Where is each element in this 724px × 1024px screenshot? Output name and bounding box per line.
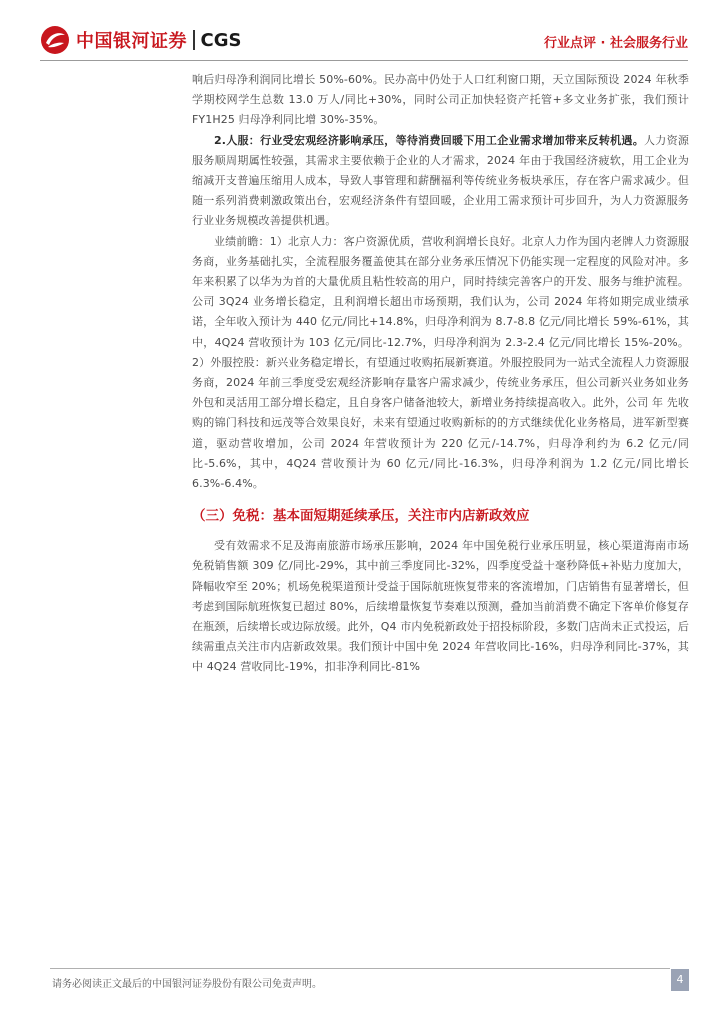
- logo-divider: [193, 30, 195, 50]
- report-body: [192, 70, 689, 678]
- footer-disclaimer: 请务必阅读正文最后的中国银河证券股份有限公司免责声明。: [52, 979, 322, 990]
- logo-english-text: CGS: [200, 29, 242, 51]
- company-logo: [40, 24, 241, 56]
- paragraph-hr-services: [192, 131, 689, 232]
- paragraph-education-tail: 响后归母净利润同比增长 50%-60%。民办高中仍处于人口红利窗口期，天立国际预设 2024 年秋季学期校网学生总数 13.0 万人/同比+30%，同时公司正加快轻资产托管+多文业务扩张，我们预计 FY1H25 归母净利同比增 30%-35%。: [192, 73, 689, 127]
- footer-divider: [50, 968, 670, 969]
- page-number: 4: [671, 969, 689, 991]
- logo-chinese-text: 中国银河证券: [76, 31, 187, 52]
- header-divider: [40, 60, 688, 61]
- report-category: 行业点评 · 社会服务行业: [544, 36, 688, 51]
- paragraph-duty-free: 受有效需求不足及海南旅游市场承压影响，2024 年中国免税行业承压明显，核心渠道海南市场免税销售额 309 亿/同比-29%，其中前三季度同比-32%，四季度受益十毫秒降低+补贴力度加大，降幅收窄至 20%；机场免税渠道预计受益于国际航班恢复带来的客流增加，门店销售有显著增长，但考虑到国际航班恢复已超过 80%，后续增量恢复节奏难以预测，叠加当前消费不确定下客单价修复存在瓶颈，后续增长或边际放缓。此外，Q4 市内免税新政处于招投标阶段，多数门店尚未正式投运，后续需重点关注市内店新政效果。我们预计中国中免 2024 年营收同比-16%，归母净利同比-37%，其中 4Q24 营收同比-19%，扣非净利同比-81%: [192, 539, 689, 674]
- galaxy-logo-icon: [40, 25, 70, 55]
- paragraph-hr-forecast: 业绩前瞻：1）北京人力：客户资源优质，营收利润增长良好。北京人力作为国内老牌人力资源服务商，业务基础扎实，全流程服务覆盖使其在部分业务承压情况下仍能实现一定程度的风险对冲。多年来积累了以华为为首的大量优质且粘性较高的用户，同时持续完善客户的开发、服务与维护流程。公司 3Q24 业务增长稳定，且利润增长超出市场预期，我们认为，公司 2024 年将如期完成业绩承诺，全年收入预计为 440 亿元/同比+14.8%，归母净利润为 8.7-8.8 亿元/同比增长 59%-61%，其中，4Q24 营收预计为 103 亿元/同比-12.7%，归母净利润为 2.3-2.4 亿元/同比增长 15%-20%。2）外服控股：新兴业务稳定增长，有望通过收购拓展新赛道。外服控股同为一站式全流程人力资源服务商，2024 年前三季度受宏观经济影响存量客户需求减少，传统业务承压，但公司新兴业务如业务外包和灵活用工部分增长稳定，且自身客户储备池较大，新增业务持续提高收入。此外，公司 年 先收购的锦门科技和远茂等合效果良好，未来有望通过收购新标的的方式继续优化业务格局，进军新型赛道，驱动营收增加，公司 2024 年营收预计为 220 亿元/-14.7%，归母净利约为 6.2 亿元/同比-5.6%，其中，4Q24 营收预计为 60 亿元/同比-16.3%，归母净利润为 1.2 亿元/同比增长 6.3%-6.4%。: [192, 234, 689, 491]
- hr-services-heading: 2.人服：行业受宏观经济影响承压，等待消费回暖下用工企业需求增加带来反转机遇。: [214, 133, 645, 147]
- section-title-duty-free: （三）免税：基本面短期延续承压，关注市内店新政效应: [192, 508, 530, 525]
- page-header: [40, 22, 688, 58]
- hr-services-body: 人力资源服务顺周期属性较强，其需求主要依赖于企业的人才需求，2024 年由于我国经济疲软，用工企业为缩减开支普遍压缩用人成本，导致人事管理和薪酬福利等传统业务板块承压，存在客户需求减少。但随一系列消费刺激政策出台，宏观经济条件有望回暖，企业用工需求预计可步回升，为人力资源服务行业业务规模改善提供机遇。: [192, 133, 689, 228]
